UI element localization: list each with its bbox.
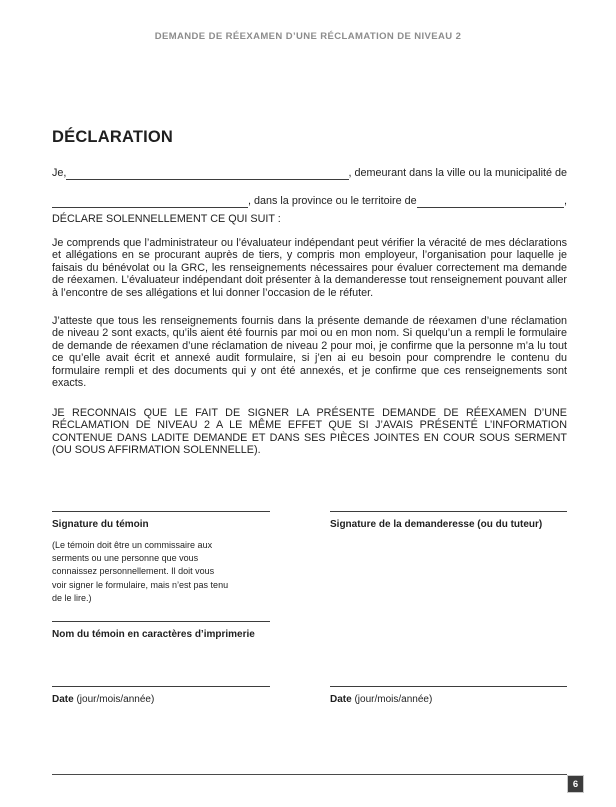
claimant-date-label: [330, 694, 432, 705]
claimant-signature-line[interactable]: [330, 511, 567, 512]
intro-line2-middle: , dans la province ou le territoire de: [248, 195, 417, 207]
witness-name-line[interactable]: [52, 621, 270, 622]
intro-line2-suffix: ,: [564, 195, 567, 207]
intro-line-1: [52, 166, 567, 180]
witness-signature-label: Signature du témoin: [52, 519, 149, 530]
province-blank-field[interactable]: [417, 194, 564, 208]
declaration-heading: DÉCLARATION: [52, 128, 174, 146]
declaration-paragraph-1: Je comprends que l’administrateur ou l’évaluateur indépendant peut vérifier la véracité de mes déclarations et allégations en se procurant auprès de tiers, y compris mon employeur, l’organisation pour laquelle je faisais du bénévolat ou la GRC, les renseignements nécessaires pour évaluer correctement ma demande de réexamen. L’évaluateur indépendant doit présenter à la demanderesse tout renseignement pouvant aller à l’encontre de ses allégations et lui donner l’occasion de le réfuter.: [52, 237, 567, 299]
witness-signature-line[interactable]: [52, 511, 270, 512]
intro-line1-suffix: , demeurant dans la ville ou la municipalité de: [348, 167, 567, 179]
witness-name-label: Nom du témoin en caractères d’imprimerie: [52, 629, 255, 640]
witness-date-label: [52, 694, 154, 705]
witness-date-line[interactable]: [52, 686, 270, 687]
declaration-paragraph-2: J’atteste que tous les renseignements fournis dans la présente demande de réexamen d’une réclamation de niveau 2 sont exacts, qu’ils aient été fournis par moi ou en mon nom. Si quelqu’un a rempli le formulaire de demande de réexamen d’une réclamation de niveau 2 pour moi, je confirme que la personne m’a lu tout ce qu’elle avait écrit et annexé audit formulaire, si j’en ai eu besoin pour comprendre le contenu du formulaire rempli et des documents qui y ont été annexés, et je confirme que ces renseignements sont exacts.: [52, 315, 567, 390]
page-number-badge: 6: [568, 776, 583, 792]
intro-line1-prefix: Je,: [52, 167, 67, 179]
name-blank-field[interactable]: [66, 166, 348, 180]
witness-date-label-word: Date: [52, 694, 74, 705]
witness-note: (Le témoin doit être un commissaire aux serments ou une personne que vous connaissez personnellement. Il doit vous voir signer le formulaire, mais n’est pas tenu de le lire.): [52, 540, 229, 603]
claimant-date-label-word: Date: [330, 694, 352, 705]
footer-rule: [52, 774, 567, 775]
declaration-paragraph-3: JE RECONNAIS QUE LE FAIT DE SIGNER LA PRÉSENTE DEMANDE DE RÉEXAMEN D’UNE RÉCLAMATION DE NIVEAU 2 A LE MÊME EFFET QUE SI J’AVAIS PRÉSENTÉ L’INFORMATION CONTENUE DANS LADITE DEMANDE ET DANS SES PIÈCES JOINTES EN COUR SOUS SERMENT (OU SOUS AFFIRMATION SOLENNELLE).: [52, 407, 567, 457]
intro-line-2: [52, 194, 567, 208]
city-blank-field[interactable]: [52, 194, 248, 208]
claimant-date-line[interactable]: [330, 686, 567, 687]
document-header-title: DEMANDE DE RÉEXAMEN D’UNE RÉCLAMATION DE NIVEAU 2: [154, 31, 462, 42]
solemn-statement-line: DÉCLARE SOLENNELLEMENT CE QUI SUIT :: [52, 213, 281, 225]
claimant-date-format: (jour/mois/année): [351, 694, 433, 705]
witness-date-format: (jour/mois/année): [73, 694, 155, 705]
claimant-signature-label: Signature de la demanderesse (ou du tuteur): [330, 519, 543, 530]
